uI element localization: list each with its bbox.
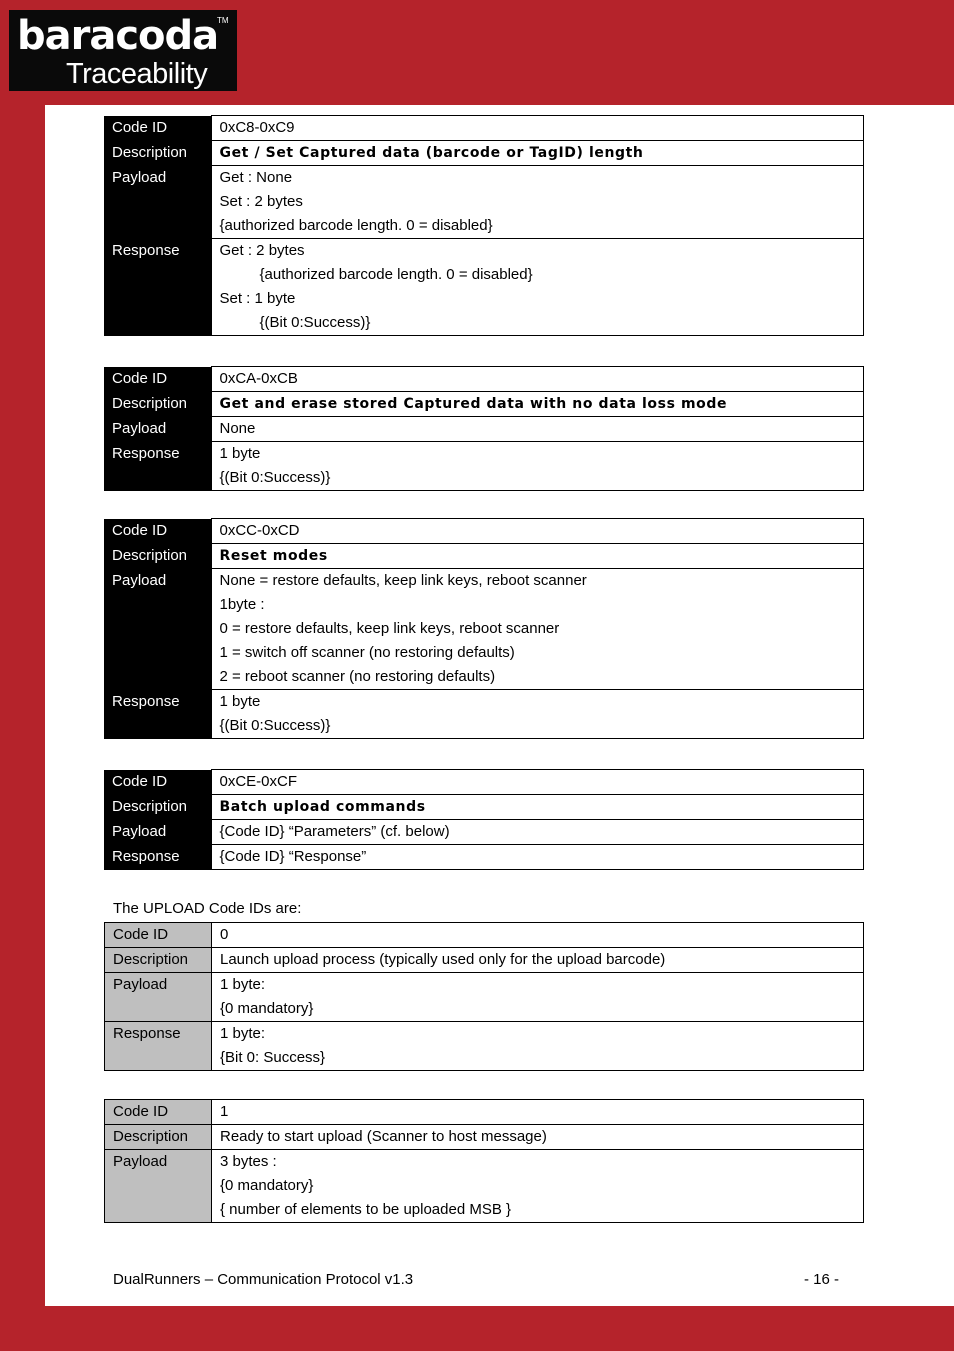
response-value — [211, 442, 864, 491]
payload-line: 0 = restore defaults, keep link keys, reboot scanner — [219, 620, 560, 637]
code-id-label: Code ID — [105, 923, 212, 948]
description-value: Ready to start upload (Scanner to host message) — [212, 1125, 864, 1150]
payload-value — [211, 166, 864, 239]
payload-line: Set : 2 bytes — [219, 193, 303, 210]
code-id-value: 1 — [212, 1100, 864, 1125]
response-line: {(Bit 0:Success)} — [219, 469, 331, 486]
payload-line: {0 mandatory} — [220, 1000, 314, 1017]
description-label: Description — [105, 1125, 212, 1150]
response-line: Get : 2 bytes — [219, 242, 305, 259]
response-line: {authorized barcode length. 0 = disabled} — [259, 266, 533, 283]
description-label: Description — [105, 948, 212, 973]
payload-line: Get : None — [219, 169, 293, 186]
code-id-value: 0xCC-0xCD — [211, 519, 864, 544]
payload-line: {0 mandatory} — [220, 1177, 314, 1194]
payload-value — [212, 1150, 864, 1223]
command-table-c8-c9 — [104, 115, 864, 336]
payload-label: Payload — [105, 973, 212, 1022]
response-line: {(Bit 0:Success)} — [219, 717, 331, 734]
description-label: Description — [104, 544, 211, 569]
response-label: Response — [105, 1022, 212, 1071]
response-line: 1 byte — [219, 445, 261, 462]
payload-label: Payload — [105, 1150, 212, 1223]
upload-table-1 — [104, 1099, 864, 1223]
payload-line: None = restore defaults, keep link keys, reboot scanner — [219, 572, 587, 589]
payload-value — [211, 569, 864, 690]
payload-value: {Code ID} “Parameters” (cf. below) — [211, 820, 864, 845]
code-id-label: Code ID — [104, 116, 211, 141]
code-id-label: Code ID — [104, 770, 211, 795]
payload-line: {authorized barcode length. 0 = disabled} — [219, 217, 493, 234]
description-value: Get and erase stored Captured data with no data loss mode — [211, 392, 864, 417]
footer-page-number: - 16 - — [804, 1271, 840, 1288]
response-line: 1 byte — [219, 693, 261, 710]
payload-value — [212, 973, 864, 1022]
payload-line: { number of elements to be uploaded MSB } — [220, 1201, 512, 1218]
payload-line: 1byte : — [219, 596, 265, 613]
description-value: Get / Set Captured data (barcode or TagID) length — [211, 141, 864, 166]
code-id-value: 0xCA-0xCB — [211, 367, 864, 392]
response-label: Response — [104, 690, 211, 739]
response-label: Response — [104, 845, 211, 870]
code-id-value: 0xCE-0xCF — [211, 770, 864, 795]
description-value: Reset modes — [211, 544, 864, 569]
payload-line: 2 = reboot scanner (no restoring defaults) — [219, 668, 496, 685]
response-line: 1 byte: — [220, 1025, 266, 1042]
payload-label: Payload — [104, 417, 211, 442]
response-label: Response — [104, 239, 211, 336]
upload-table-0 — [104, 922, 864, 1071]
description-value: Launch upload process (typically used only for the upload barcode) — [212, 948, 864, 973]
response-line: {(Bit 0:Success)} — [259, 314, 371, 331]
upload-intro: The UPLOAD Code IDs are: — [113, 900, 302, 917]
payload-line: 3 bytes : — [220, 1153, 277, 1170]
logo-trademark: TM — [217, 16, 229, 25]
description-label: Description — [104, 392, 211, 417]
response-value: {Code ID} “Response” — [211, 845, 864, 870]
code-id-label: Code ID — [105, 1100, 212, 1125]
response-value — [212, 1022, 864, 1071]
description-value: Batch upload commands — [211, 795, 864, 820]
response-value — [211, 690, 864, 739]
response-line: Set : 1 byte — [219, 290, 296, 307]
response-value — [211, 239, 864, 336]
command-table-cc-cd — [104, 518, 864, 739]
baracoda-logo — [9, 10, 237, 91]
logo-brand: baracoda — [17, 13, 219, 59]
command-table-ca-cb — [104, 366, 864, 491]
description-label: Description — [104, 141, 211, 166]
payload-label: Payload — [104, 569, 211, 690]
payload-label: Payload — [104, 820, 211, 845]
payload-line: 1 = switch off scanner (no restoring defaults) — [219, 644, 515, 661]
command-table-ce-cf — [104, 769, 864, 870]
payload-line: 1 byte: — [220, 976, 266, 993]
code-id-value: 0xC8-0xC9 — [211, 116, 864, 141]
response-label: Response — [104, 442, 211, 491]
response-line: {Bit 0: Success} — [220, 1049, 326, 1066]
code-id-label: Code ID — [104, 519, 211, 544]
code-id-label: Code ID — [104, 367, 211, 392]
logo-subtitle: Traceability — [66, 58, 208, 90]
description-label: Description — [104, 795, 211, 820]
footer-document-title: DualRunners – Communication Protocol v1.3 — [113, 1271, 414, 1288]
document-page — [45, 105, 954, 1306]
payload-label: Payload — [104, 166, 211, 239]
payload-value: None — [211, 417, 864, 442]
code-id-value: 0 — [212, 923, 864, 948]
